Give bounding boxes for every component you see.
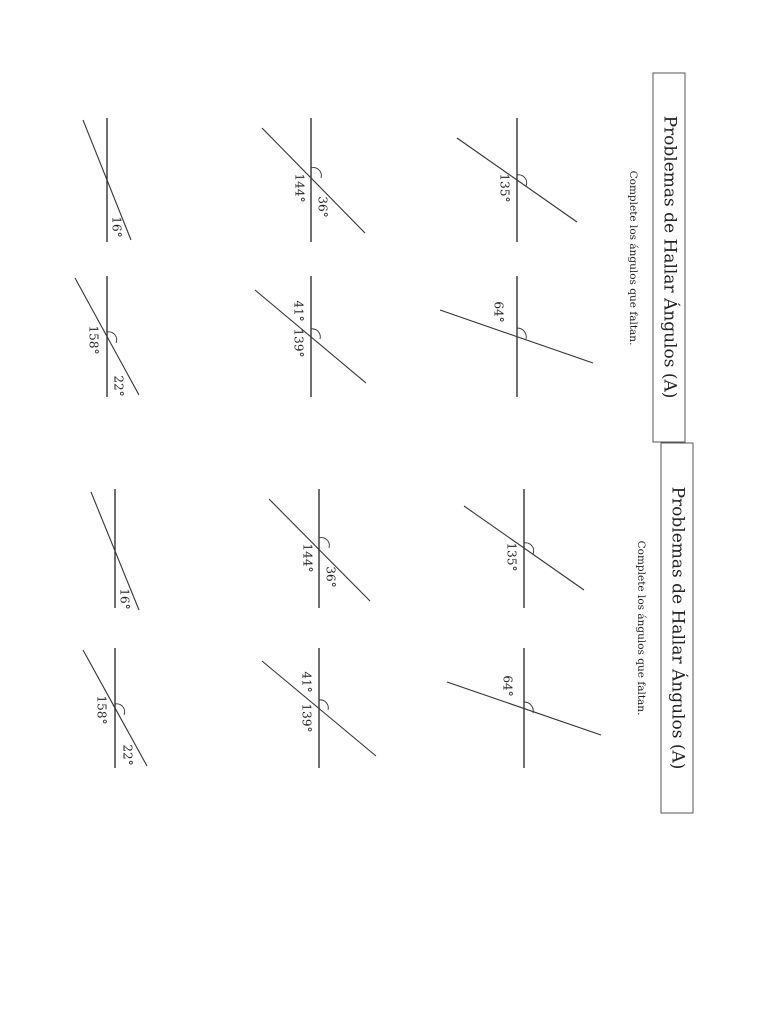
angle-label: 41° [291, 300, 306, 322]
angle-label: 135° [504, 542, 519, 572]
angle-problem [262, 118, 365, 242]
angle-problem [91, 489, 139, 610]
angle-label: 22° [111, 375, 126, 397]
angle-arc [115, 704, 125, 715]
worksheet-title: Problemas de Hallar Ángulos (A) [659, 115, 680, 399]
angle-label: 64° [500, 675, 515, 697]
angle-problem [75, 276, 139, 397]
angle-label: 158° [86, 325, 101, 355]
angle-problem [255, 276, 366, 397]
angle-arc [311, 168, 321, 178]
angle-label: 36° [323, 566, 338, 588]
angle-problem [83, 648, 147, 768]
angle-problem [262, 648, 376, 768]
angle-problem [447, 648, 601, 768]
angle-arc [319, 700, 328, 710]
angle-label: 16° [117, 588, 132, 610]
angle-problem [457, 118, 577, 242]
angle-arc [107, 332, 117, 343]
worksheet-1 [75, 73, 685, 442]
angle-label: 139° [299, 703, 314, 733]
angle-problem [269, 489, 370, 608]
worksheet-2 [83, 443, 693, 813]
angle-label: 139° [291, 328, 306, 358]
angle-problem [464, 489, 584, 608]
angle-problem [83, 118, 131, 242]
angle-label: 41° [299, 671, 314, 693]
transversal-line [262, 128, 365, 233]
worksheet-title: Problemas de Hallar Ángulos (A) [667, 486, 688, 770]
worksheet-instructions: Complete los ángulos que faltan. [635, 540, 647, 716]
angle-label: 144° [300, 543, 315, 573]
angle-label: 22° [120, 744, 135, 766]
angle-label: 144° [292, 173, 307, 203]
angle-arc [319, 538, 329, 548]
angle-label: 64° [491, 301, 506, 323]
angle-label: 36° [315, 196, 330, 218]
angle-label: 158° [94, 695, 109, 725]
angle-label: 135° [497, 173, 512, 203]
angle-problem [440, 276, 593, 397]
worksheet-instructions: Complete los ángulos que faltan. [627, 170, 639, 346]
angle-label: 16° [109, 216, 124, 238]
